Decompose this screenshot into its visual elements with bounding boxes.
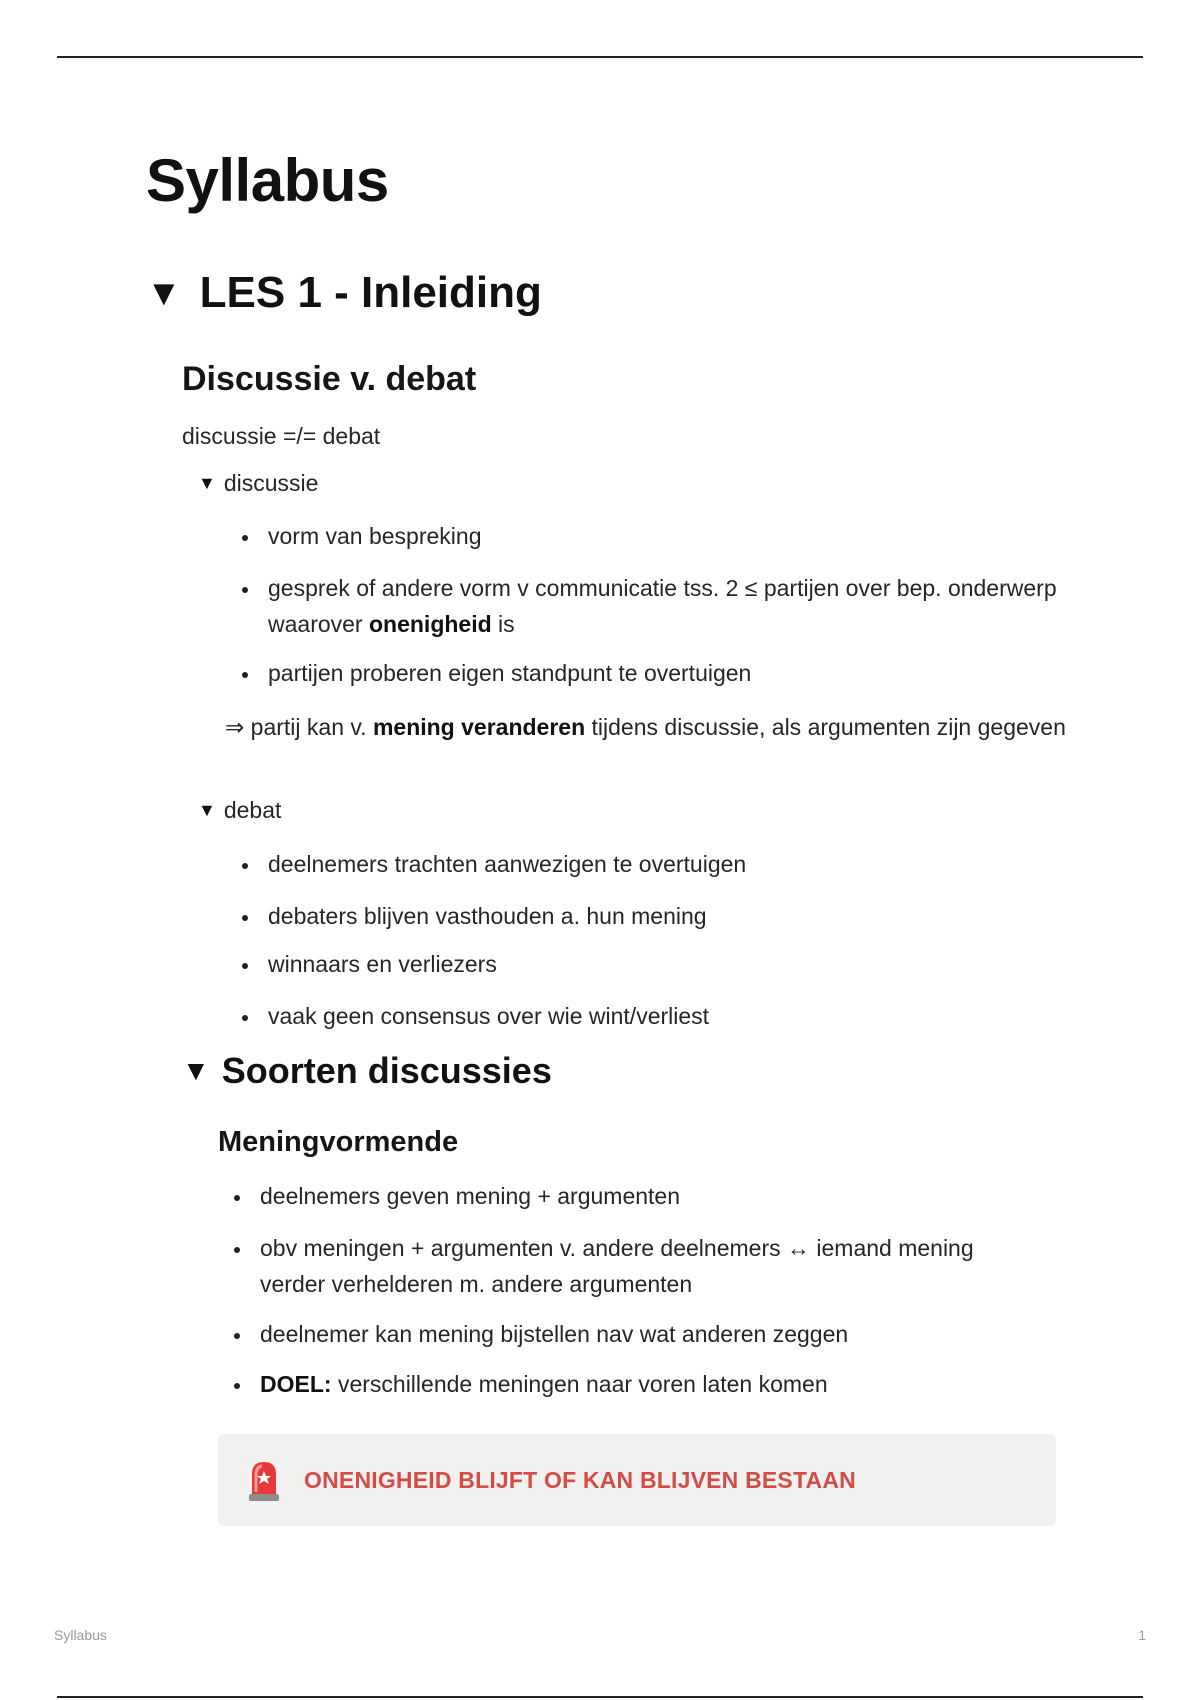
toggle-label: debat [223, 797, 282, 823]
toggle-triangle-icon[interactable]: ▼ [198, 800, 216, 820]
list-item: vorm van bespreking [240, 518, 1060, 554]
list-item: obv meningen + argumenten v. andere deelnemers ↔ iemand mening verder verhelderen m. andere argumenten [232, 1230, 1032, 1302]
intro-text: discussie =/= debat [182, 423, 381, 449]
siren-icon [244, 1458, 284, 1502]
toggle-soorten-discussies[interactable] [182, 1050, 552, 1092]
toggle-les1[interactable] [146, 268, 542, 318]
lesson-heading: LES 1 - Inleiding [199, 268, 542, 317]
page-number: 1 [1138, 1627, 1146, 1643]
toggle-triangle-icon[interactable]: ▼ [146, 272, 182, 313]
toggle-triangle-icon[interactable]: ▼ [182, 1055, 210, 1086]
list-item: gesprek of andere vorm v communicatie tss. 2 ≤ partijen over bep. onderwerp waarover onenigheid is [240, 570, 1060, 642]
callout [218, 1434, 1056, 1526]
list-item: deelnemer kan mening bijstellen nav wat anderen zeggen [232, 1316, 1032, 1352]
top-divider [57, 56, 1143, 58]
callout-text: ONENIGHEID BLIJFT OF KAN BLIJVEN BESTAAN [304, 1466, 856, 1493]
list-item: deelnemers geven mening + argumenten [232, 1178, 1032, 1214]
subsection-heading-meningvormende: Meningvormende [218, 1126, 459, 1158]
meningvormende-list [232, 1178, 1032, 1402]
bottom-divider [57, 1696, 1143, 1698]
page-title: Syllabus [146, 147, 389, 214]
footer-title: Syllabus [54, 1627, 107, 1643]
toggle-triangle-icon[interactable]: ▼ [198, 473, 216, 493]
discussie-note: ⇒ partij kan v. mening veranderen tijdens discussie, als argumenten zijn gegeven [225, 714, 1066, 740]
toggle-discussie[interactable] [198, 470, 318, 497]
list-item: DOEL: verschillende meningen naar voren laten komen [232, 1366, 1032, 1402]
list-item: deelnemers trachten aanwezigen te overtuigen [240, 846, 1060, 882]
discussie-list [240, 518, 1060, 691]
toggle-debat[interactable] [198, 797, 281, 824]
section-heading-discussie-debat: Discussie v. debat [182, 360, 477, 398]
list-item: partijen proberen eigen standpunt te overtuigen [240, 655, 1060, 691]
list-item: debaters blijven vasthouden a. hun mening [240, 898, 1060, 934]
list-item: vaak geen consensus over wie wint/verliest [240, 998, 1060, 1034]
toggle-label: discussie [223, 470, 319, 496]
section-heading-soorten: Soorten discussies [221, 1050, 552, 1091]
list-item: winnaars en verliezers [240, 946, 1060, 982]
debat-list [240, 846, 1060, 1034]
